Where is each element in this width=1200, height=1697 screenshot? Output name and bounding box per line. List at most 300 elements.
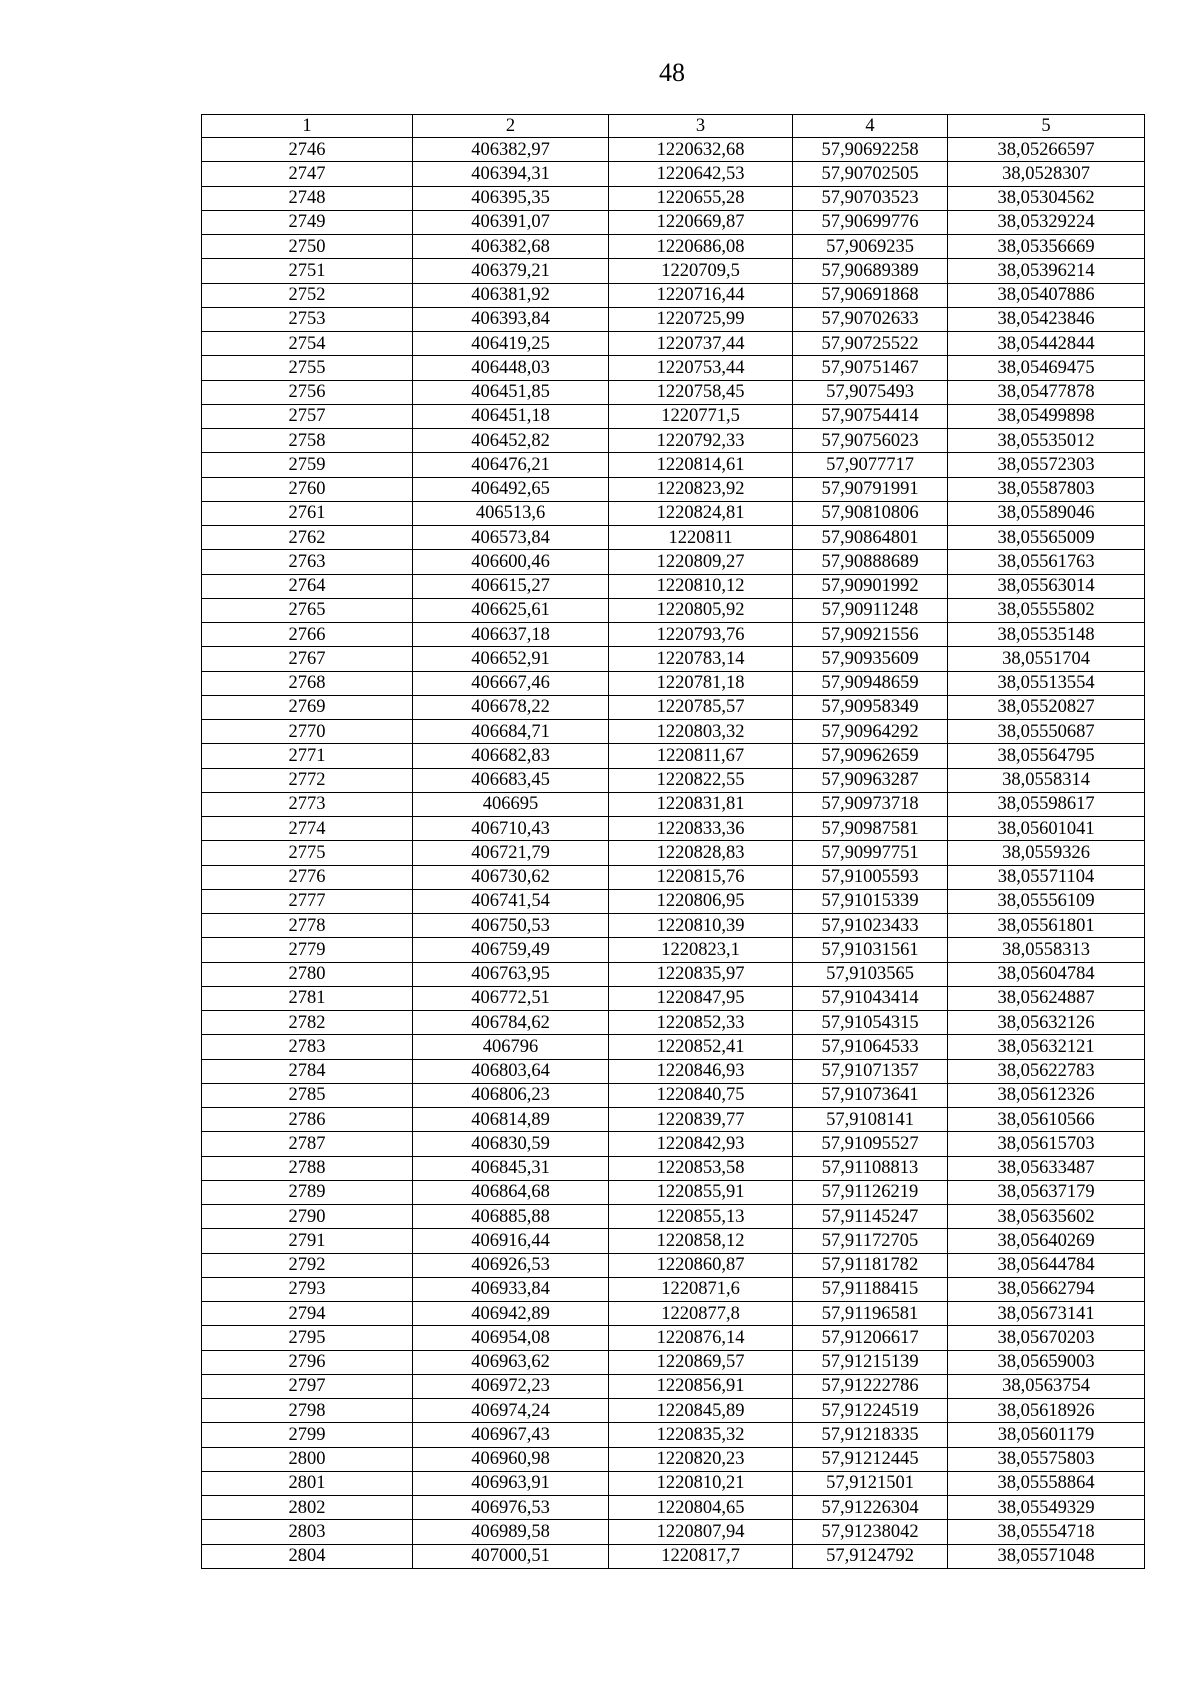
table-cell-col5: 38,05550687 (948, 720, 1145, 744)
table-row (202, 380, 1145, 404)
table-cell-col3: 1220823,92 (609, 477, 793, 501)
table-row (202, 647, 1145, 671)
table-cell-col1: 2775 (202, 841, 413, 865)
table-row (202, 792, 1145, 816)
table-cell-col2: 406667,46 (413, 671, 609, 695)
coordinates-table-container (201, 114, 1144, 1569)
table-header-row (202, 115, 1145, 138)
table-cell-col2: 406741,54 (413, 889, 609, 913)
table-cell-col3: 1220807,94 (609, 1520, 793, 1544)
table-cell-col2: 406615,27 (413, 574, 609, 598)
table-cell-col3: 1220642,53 (609, 162, 793, 186)
table-cell-col4: 57,90702505 (793, 162, 948, 186)
table-cell-col5: 38,05575803 (948, 1447, 1145, 1471)
table-cell-col5: 38,0563754 (948, 1374, 1145, 1398)
table-row (202, 307, 1145, 331)
table-cell-col4: 57,91023433 (793, 914, 948, 938)
table-cell-col2: 406682,83 (413, 744, 609, 768)
table-cell-col5: 38,05329224 (948, 210, 1145, 234)
table-cell-col4: 57,90691868 (793, 283, 948, 307)
table-cell-col2: 406942,89 (413, 1302, 609, 1326)
table-cell-col1: 2781 (202, 986, 413, 1010)
table-cell-col3: 1220810,39 (609, 914, 793, 938)
table-cell-col5: 38,05535012 (948, 429, 1145, 453)
table-cell-col1: 2793 (202, 1277, 413, 1301)
table-cell-col2: 406954,08 (413, 1326, 609, 1350)
table-cell-col3: 1220771,5 (609, 404, 793, 428)
table-cell-col1: 2757 (202, 404, 413, 428)
table-cell-col5: 38,05554718 (948, 1520, 1145, 1544)
table-cell-col4: 57,91064533 (793, 1035, 948, 1059)
table-cell-col4: 57,90948659 (793, 671, 948, 695)
table-cell-col2: 406492,65 (413, 477, 609, 501)
table-cell-col3: 1220842,93 (609, 1132, 793, 1156)
table-row (202, 332, 1145, 356)
table-cell-col2: 406963,91 (413, 1471, 609, 1495)
table-cell-col5: 38,05555802 (948, 598, 1145, 622)
table-cell-col3: 1220632,68 (609, 138, 793, 162)
table-cell-col1: 2746 (202, 138, 413, 162)
table-cell-col1: 2748 (202, 186, 413, 210)
table-cell-col1: 2786 (202, 1108, 413, 1132)
table-cell-col3: 1220823,1 (609, 938, 793, 962)
table-cell-col4: 57,90689389 (793, 259, 948, 283)
table-cell-col2: 406451,18 (413, 404, 609, 428)
table-cell-col1: 2785 (202, 1083, 413, 1107)
table-cell-col5: 38,05407886 (948, 283, 1145, 307)
table-cell-col1: 2767 (202, 647, 413, 671)
table-cell-col3: 1220811 (609, 526, 793, 550)
table-cell-col5: 38,05622783 (948, 1059, 1145, 1083)
table-cell-col4: 57,91145247 (793, 1205, 948, 1229)
table-cell-col2: 406750,53 (413, 914, 609, 938)
table-cell-col2: 406684,71 (413, 720, 609, 744)
table-row (202, 210, 1145, 234)
table-cell-col1: 2751 (202, 259, 413, 283)
table-cell-col3: 1220855,91 (609, 1180, 793, 1204)
table-cell-col2: 406960,98 (413, 1447, 609, 1471)
table-cell-col5: 38,05673141 (948, 1302, 1145, 1326)
table-cell-col1: 2792 (202, 1253, 413, 1277)
table-cell-col4: 57,90703523 (793, 186, 948, 210)
table-cell-col3: 1220810,21 (609, 1471, 793, 1495)
table-cell-col2: 406395,35 (413, 186, 609, 210)
table-cell-col5: 38,05477878 (948, 380, 1145, 404)
table-cell-col2: 406763,95 (413, 962, 609, 986)
table-cell-col2: 406772,51 (413, 986, 609, 1010)
table-cell-col5: 38,05520827 (948, 695, 1145, 719)
table-cell-col1: 2758 (202, 429, 413, 453)
table-cell-col4: 57,91215139 (793, 1350, 948, 1374)
table-cell-col1: 2761 (202, 501, 413, 525)
table-cell-col5: 38,05469475 (948, 356, 1145, 380)
table-cell-col4: 57,91238042 (793, 1520, 948, 1544)
table-cell-col5: 38,0558313 (948, 938, 1145, 962)
table-cell-col2: 406600,46 (413, 550, 609, 574)
table-cell-col1: 2768 (202, 671, 413, 695)
table-cell-col3: 1220804,65 (609, 1496, 793, 1520)
table-cell-col4: 57,91108813 (793, 1156, 948, 1180)
table-row (202, 453, 1145, 477)
table-row (202, 817, 1145, 841)
table-cell-col4: 57,9075493 (793, 380, 948, 404)
table-cell-col1: 2772 (202, 768, 413, 792)
column-header-1: 1 (202, 115, 413, 138)
table-cell-col4: 57,90921556 (793, 623, 948, 647)
table-cell-col1: 2755 (202, 356, 413, 380)
table-row (202, 550, 1145, 574)
table-cell-col1: 2794 (202, 1302, 413, 1326)
table-cell-col1: 2796 (202, 1350, 413, 1374)
table-cell-col3: 1220824,81 (609, 501, 793, 525)
table-cell-col5: 38,05565009 (948, 526, 1145, 550)
table-row (202, 1350, 1145, 1374)
table-cell-col4: 57,90935609 (793, 647, 948, 671)
table-cell-col2: 406885,88 (413, 1205, 609, 1229)
table-cell-col4: 57,90888689 (793, 550, 948, 574)
table-row (202, 1326, 1145, 1350)
table-cell-col1: 2765 (202, 598, 413, 622)
table-row (202, 962, 1145, 986)
table-cell-col5: 38,05640269 (948, 1229, 1145, 1253)
table-cell-col5: 38,05618926 (948, 1399, 1145, 1423)
coordinates-table (201, 114, 1145, 1569)
table-cell-col3: 1220852,41 (609, 1035, 793, 1059)
table-cell-col4: 57,90964292 (793, 720, 948, 744)
table-cell-col5: 38,05644784 (948, 1253, 1145, 1277)
table-cell-col5: 38,05563014 (948, 574, 1145, 598)
table-cell-col1: 2764 (202, 574, 413, 598)
table-cell-col2: 406721,79 (413, 841, 609, 865)
table-row (202, 1083, 1145, 1107)
table-row (202, 283, 1145, 307)
table-cell-col1: 2801 (202, 1471, 413, 1495)
table-cell-col3: 1220758,45 (609, 380, 793, 404)
table-cell-col5: 38,0559326 (948, 841, 1145, 865)
table-cell-col5: 38,05601179 (948, 1423, 1145, 1447)
table-cell-col1: 2753 (202, 307, 413, 331)
table-cell-col1: 2762 (202, 526, 413, 550)
table-cell-col2: 406683,45 (413, 768, 609, 792)
table-cell-col4: 57,90901992 (793, 574, 948, 598)
table-cell-col2: 406573,84 (413, 526, 609, 550)
table-cell-col3: 1220783,14 (609, 647, 793, 671)
table-cell-col3: 1220686,08 (609, 235, 793, 259)
table-cell-col2: 406864,68 (413, 1180, 609, 1204)
table-cell-col2: 406933,84 (413, 1277, 609, 1301)
table-cell-col4: 57,91071357 (793, 1059, 948, 1083)
table-cell-col4: 57,9108141 (793, 1108, 948, 1132)
table-cell-col3: 1220815,76 (609, 865, 793, 889)
table-cell-col3: 1220822,55 (609, 768, 793, 792)
table-row (202, 1496, 1145, 1520)
table-cell-col3: 1220855,13 (609, 1205, 793, 1229)
column-header-5: 5 (948, 115, 1145, 138)
table-cell-col3: 1220828,83 (609, 841, 793, 865)
table-row (202, 429, 1145, 453)
table-cell-col4: 57,9077717 (793, 453, 948, 477)
table-cell-col4: 57,91222786 (793, 1374, 948, 1398)
table-cell-col3: 1220835,32 (609, 1423, 793, 1447)
table-cell-col4: 57,90692258 (793, 138, 948, 162)
table-cell-col5: 38,05662794 (948, 1277, 1145, 1301)
table-cell-col2: 406381,92 (413, 283, 609, 307)
table-cell-col4: 57,91218335 (793, 1423, 948, 1447)
table-cell-col4: 57,90756023 (793, 429, 948, 453)
table-cell-col3: 1220809,27 (609, 550, 793, 574)
table-row (202, 501, 1145, 525)
table-cell-col5: 38,05610566 (948, 1108, 1145, 1132)
table-cell-col2: 406652,91 (413, 647, 609, 671)
table-cell-col3: 1220785,57 (609, 695, 793, 719)
table-cell-col4: 57,91005593 (793, 865, 948, 889)
table-cell-col3: 1220856,91 (609, 1374, 793, 1398)
table-cell-col1: 2769 (202, 695, 413, 719)
table-cell-col5: 38,05615703 (948, 1132, 1145, 1156)
table-row (202, 138, 1145, 162)
table-cell-col3: 1220805,92 (609, 598, 793, 622)
table-row (202, 1277, 1145, 1301)
table-cell-col4: 57,91031561 (793, 938, 948, 962)
table-cell-col4: 57,9103565 (793, 962, 948, 986)
table-cell-col3: 1220820,23 (609, 1447, 793, 1471)
table-cell-col2: 406989,58 (413, 1520, 609, 1544)
table-row (202, 1544, 1145, 1568)
table-cell-col5: 38,05572303 (948, 453, 1145, 477)
table-cell-col3: 1220781,18 (609, 671, 793, 695)
table-cell-col4: 57,91196581 (793, 1302, 948, 1326)
table-cell-col5: 38,05558864 (948, 1471, 1145, 1495)
table-cell-col1: 2760 (202, 477, 413, 501)
table-cell-col2: 406784,62 (413, 1011, 609, 1035)
table-cell-col5: 38,05561763 (948, 550, 1145, 574)
table-cell-col3: 1220737,44 (609, 332, 793, 356)
table-cell-col3: 1220792,33 (609, 429, 793, 453)
table-cell-col4: 57,90958349 (793, 695, 948, 719)
table-cell-col2: 406796 (413, 1035, 609, 1059)
table-row (202, 356, 1145, 380)
table-row (202, 1229, 1145, 1253)
table-cell-col4: 57,91226304 (793, 1496, 948, 1520)
table-cell-col3: 1220839,77 (609, 1108, 793, 1132)
table-cell-col2: 406926,53 (413, 1253, 609, 1277)
table-cell-col3: 1220803,32 (609, 720, 793, 744)
table-cell-col3: 1220860,87 (609, 1253, 793, 1277)
table-row (202, 986, 1145, 1010)
table-cell-col5: 38,05442844 (948, 332, 1145, 356)
table-cell-col4: 57,90864801 (793, 526, 948, 550)
table-cell-col3: 1220831,81 (609, 792, 793, 816)
table-cell-col5: 38,05571048 (948, 1544, 1145, 1568)
table-cell-col4: 57,9121501 (793, 1471, 948, 1495)
table-row (202, 1132, 1145, 1156)
table-cell-col2: 406730,62 (413, 865, 609, 889)
table-row (202, 259, 1145, 283)
table-cell-col3: 1220810,12 (609, 574, 793, 598)
table-cell-col5: 38,05632121 (948, 1035, 1145, 1059)
table-row (202, 1471, 1145, 1495)
table-cell-col5: 38,0551704 (948, 647, 1145, 671)
table-row (202, 1447, 1145, 1471)
table-cell-col4: 57,90810806 (793, 501, 948, 525)
table-cell-col1: 2776 (202, 865, 413, 889)
table-cell-col3: 1220876,14 (609, 1326, 793, 1350)
table-cell-col1: 2773 (202, 792, 413, 816)
table-row (202, 598, 1145, 622)
table-cell-col2: 406814,89 (413, 1108, 609, 1132)
table-cell-col3: 1220853,58 (609, 1156, 793, 1180)
table-cell-col5: 38,05589046 (948, 501, 1145, 525)
table-cell-col1: 2747 (202, 162, 413, 186)
table-row (202, 477, 1145, 501)
table-cell-col4: 57,91095527 (793, 1132, 948, 1156)
table-cell-col5: 38,05571104 (948, 865, 1145, 889)
table-cell-col3: 1220725,99 (609, 307, 793, 331)
table-cell-col4: 57,91015339 (793, 889, 948, 913)
table-cell-col3: 1220669,87 (609, 210, 793, 234)
table-cell-col4: 57,90699776 (793, 210, 948, 234)
table-row (202, 526, 1145, 550)
table-cell-col1: 2798 (202, 1399, 413, 1423)
table-row (202, 1156, 1145, 1180)
table-cell-col3: 1220846,93 (609, 1059, 793, 1083)
table-cell-col5: 38,05564795 (948, 744, 1145, 768)
column-header-3: 3 (609, 115, 793, 138)
table-cell-col2: 406625,61 (413, 598, 609, 622)
table-cell-col5: 38,05535148 (948, 623, 1145, 647)
table-row (202, 841, 1145, 865)
table-cell-col3: 1220716,44 (609, 283, 793, 307)
table-cell-col1: 2782 (202, 1011, 413, 1035)
table-cell-col5: 38,05423846 (948, 307, 1145, 331)
table-cell-col4: 57,90987581 (793, 817, 948, 841)
table-cell-col4: 57,90973718 (793, 792, 948, 816)
page-number: 48 (659, 58, 685, 87)
table-row (202, 1180, 1145, 1204)
table-cell-col3: 1220877,8 (609, 1302, 793, 1326)
table-row (202, 889, 1145, 913)
table-cell-col1: 2790 (202, 1205, 413, 1229)
table-cell-col2: 406382,97 (413, 138, 609, 162)
table-row (202, 1374, 1145, 1398)
table-cell-col1: 2759 (202, 453, 413, 477)
table-cell-col1: 2778 (202, 914, 413, 938)
table-row (202, 671, 1145, 695)
table-cell-col3: 1220840,75 (609, 1083, 793, 1107)
table-cell-col5: 38,05356669 (948, 235, 1145, 259)
table-cell-col2: 406379,21 (413, 259, 609, 283)
table-cell-col5: 38,05632126 (948, 1011, 1145, 1035)
table-cell-col4: 57,90911248 (793, 598, 948, 622)
table-cell-col5: 38,05513554 (948, 671, 1145, 695)
table-cell-col5: 38,05659003 (948, 1350, 1145, 1374)
table-cell-col5: 38,05556109 (948, 889, 1145, 913)
table-cell-col2: 406976,53 (413, 1496, 609, 1520)
table-cell-col5: 38,05637179 (948, 1180, 1145, 1204)
table-cell-col4: 57,91188415 (793, 1277, 948, 1301)
table-cell-col3: 1220852,33 (609, 1011, 793, 1035)
table-cell-col1: 2749 (202, 210, 413, 234)
table-cell-col1: 2784 (202, 1059, 413, 1083)
table-row (202, 1423, 1145, 1447)
table-cell-col2: 406806,23 (413, 1083, 609, 1107)
table-cell-col5: 38,05633487 (948, 1156, 1145, 1180)
table-cell-col3: 1220847,95 (609, 986, 793, 1010)
table-cell-col2: 406382,68 (413, 235, 609, 259)
table-cell-col2: 406972,23 (413, 1374, 609, 1398)
table-cell-col2: 406678,22 (413, 695, 609, 719)
table-row (202, 404, 1145, 428)
table-cell-col1: 2752 (202, 283, 413, 307)
table-cell-col4: 57,90791991 (793, 477, 948, 501)
table-cell-col3: 1220869,57 (609, 1350, 793, 1374)
table-row (202, 186, 1145, 210)
table-cell-col5: 38,05499898 (948, 404, 1145, 428)
table-cell-col1: 2789 (202, 1180, 413, 1204)
table-cell-col1: 2804 (202, 1544, 413, 1568)
table-cell-col4: 57,91224519 (793, 1399, 948, 1423)
table-cell-col5: 38,05604784 (948, 962, 1145, 986)
table-cell-col2: 406451,85 (413, 380, 609, 404)
table-cell-col1: 2780 (202, 962, 413, 986)
table-cell-col5: 38,05635602 (948, 1205, 1145, 1229)
table-cell-col3: 1220811,67 (609, 744, 793, 768)
table-row (202, 1011, 1145, 1035)
column-header-2: 2 (413, 115, 609, 138)
table-cell-col1: 2777 (202, 889, 413, 913)
table-cell-col1: 2802 (202, 1496, 413, 1520)
table-cell-col3: 1220871,6 (609, 1277, 793, 1301)
table-row (202, 768, 1145, 792)
table-cell-col2: 406448,03 (413, 356, 609, 380)
table-cell-col1: 2788 (202, 1156, 413, 1180)
table-row (202, 865, 1145, 889)
table-cell-col4: 57,9124792 (793, 1544, 948, 1568)
table-cell-col2: 407000,51 (413, 1544, 609, 1568)
table-cell-col5: 38,05601041 (948, 817, 1145, 841)
table-cell-col1: 2791 (202, 1229, 413, 1253)
table-cell-col2: 406695 (413, 792, 609, 816)
table-cell-col1: 2799 (202, 1423, 413, 1447)
table-row (202, 623, 1145, 647)
table-cell-col3: 1220806,95 (609, 889, 793, 913)
table-row (202, 162, 1145, 186)
table-cell-col3: 1220753,44 (609, 356, 793, 380)
table-cell-col2: 406513,6 (413, 501, 609, 525)
table-cell-col3: 1220833,36 (609, 817, 793, 841)
table-cell-col3: 1220835,97 (609, 962, 793, 986)
table-cell-col1: 2787 (202, 1132, 413, 1156)
table-cell-col1: 2795 (202, 1326, 413, 1350)
table-row (202, 1035, 1145, 1059)
table-cell-col2: 406759,49 (413, 938, 609, 962)
table-cell-col4: 57,91054315 (793, 1011, 948, 1035)
table-row (202, 1253, 1145, 1277)
table-cell-col2: 406394,31 (413, 162, 609, 186)
table-cell-col1: 2797 (202, 1374, 413, 1398)
table-cell-col2: 406452,82 (413, 429, 609, 453)
table-body (202, 138, 1145, 1569)
table-cell-col4: 57,90963287 (793, 768, 948, 792)
table-cell-col5: 38,05549329 (948, 1496, 1145, 1520)
table-cell-col1: 2766 (202, 623, 413, 647)
table-cell-col2: 406419,25 (413, 332, 609, 356)
table-cell-col1: 2750 (202, 235, 413, 259)
table-row (202, 1302, 1145, 1326)
table-cell-col5: 38,05266597 (948, 138, 1145, 162)
table-cell-col1: 2771 (202, 744, 413, 768)
table-cell-col5: 38,05561801 (948, 914, 1145, 938)
